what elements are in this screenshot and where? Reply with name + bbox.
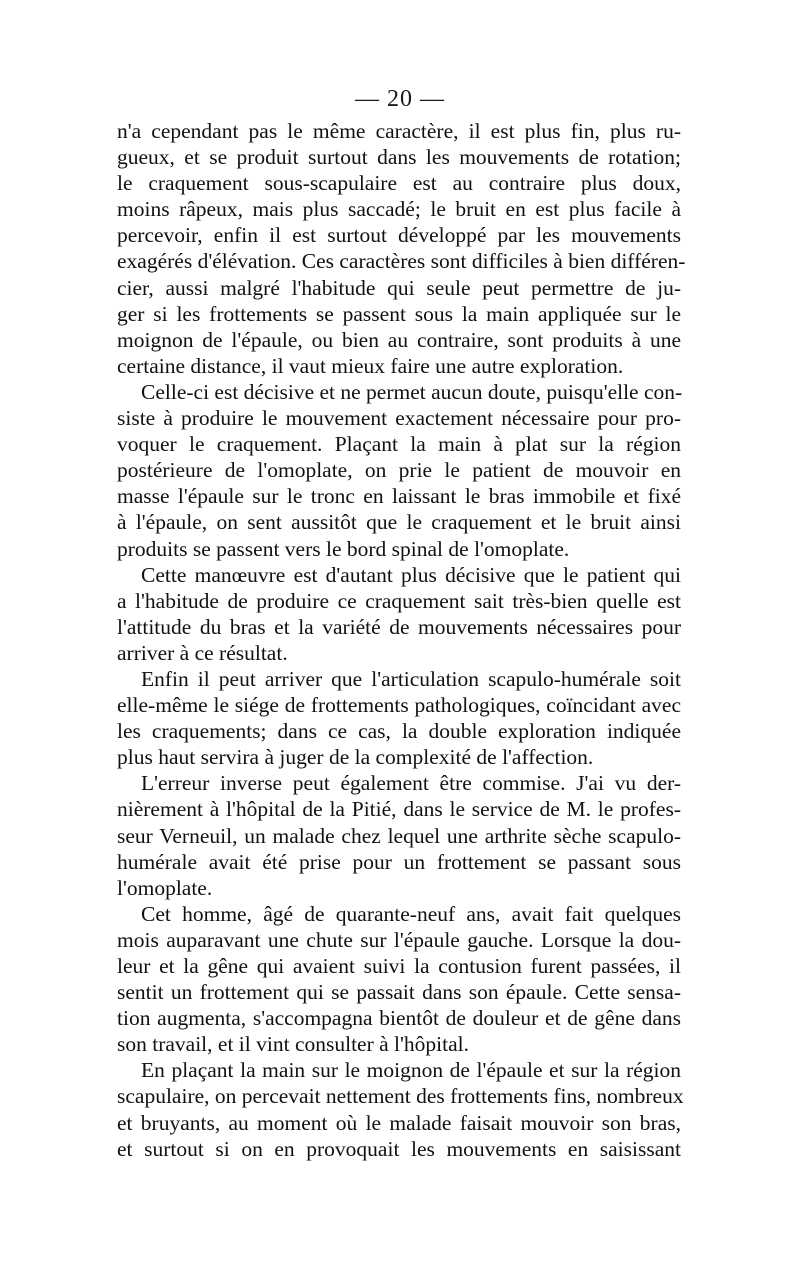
page-number: — 20 — bbox=[355, 86, 445, 112]
text-line: les craquements; dans ce cas, la double exploration indiquée bbox=[117, 719, 681, 744]
text-line: l'attitude du bras et la variété de mouvements nécessaires pour bbox=[117, 614, 681, 639]
text-line: seur Verneuil, un malade chez lequel une arthrite sèche scapulo- bbox=[117, 823, 681, 848]
text-line: produits se passent vers le bord spinal de l'omoplate. bbox=[117, 536, 570, 561]
text-line: arriver à ce résultat. bbox=[117, 640, 288, 665]
text-line: n'a cependant pas le même caractère, il est plus fin, plus ru- bbox=[117, 119, 681, 143]
text-line: siste à produire le mouvement exactement nécessaire pour pro- bbox=[117, 406, 681, 431]
text-line: leur et la gêne qui avaient suivi la contusion furent passées, il bbox=[117, 954, 681, 978]
text-line: certaine distance, il vaut mieux faire une autre exploration. bbox=[117, 353, 624, 378]
text-line: voquer le craquement. Plaçant la main à plat sur la région bbox=[117, 432, 681, 457]
text-line: Cette manœuvre est d'autant plus décisive que le patient qui bbox=[141, 562, 681, 587]
text-line: sentit un frottement qui se passait dans son épaule. Cette sensa- bbox=[117, 980, 681, 1005]
body-text bbox=[117, 118, 686, 1162]
text-line: moignon de l'épaule, ou bien au contraire, sont produits à une bbox=[117, 327, 681, 352]
text-line: plus haut servira à juger de la complexité de l'affection. bbox=[117, 745, 594, 770]
text-line: ger si les frottements se passent sous la main appliquée sur le bbox=[117, 301, 681, 326]
text-line: masse l'épaule sur le tronc en laissant le bras immobile et fixé bbox=[117, 484, 681, 509]
text-line: l'omoplate. bbox=[117, 875, 213, 900]
text-line: En plaçant la main sur le moignon de l'épaule et sur la région bbox=[141, 1058, 681, 1083]
text-line: le craquement sous-scapulaire est au contraire plus doux, bbox=[117, 171, 681, 196]
text-line: moins râpeux, mais plus saccadé; le bruit en est plus facile à bbox=[117, 197, 681, 222]
text-line: et surtout si on en provoquait les mouvements en saisissant bbox=[117, 1136, 681, 1161]
text-line: scapulaire, on percevait nettement des frottements fins, nombreux bbox=[117, 1084, 684, 1109]
text-line: humérale avait été prise pour un frottement se passant sous bbox=[117, 849, 681, 874]
text-line: mois auparavant une chute sur l'épaule gauche. Lorsque la dou- bbox=[117, 927, 681, 952]
text-line: a l'habitude de produire ce craquement sait très-bien quelle est bbox=[117, 588, 681, 613]
text-line: Celle-ci est décisive et ne permet aucun doute, puisqu'elle con- bbox=[141, 379, 683, 404]
text-line: Cet homme, âgé de quarante-neuf ans, avait fait quelques bbox=[141, 901, 681, 926]
text-line: percevoir, enfin il est surtout développé par les mouvements bbox=[117, 223, 681, 248]
text-line: nièrement à l'hôpital de la Pitié, dans le service de M. le profes- bbox=[117, 797, 681, 822]
text-line: cier, aussi malgré l'habitude qui seule peut permettre de ju- bbox=[117, 275, 681, 300]
text-line: L'erreur inverse peut également être commise. J'ai vu der- bbox=[141, 771, 681, 796]
text-line: Enfin il peut arriver que l'articulation scapulo-humérale soit bbox=[141, 666, 681, 691]
text-line: postérieure de l'omoplate, on prie le patient de mouvoir en bbox=[117, 458, 681, 483]
text-line: et bruyants, au moment où le malade faisait mouvoir son bras, bbox=[117, 1110, 681, 1135]
text-line: exagérés d'élévation. Ces caractères sont difficiles à bien différen- bbox=[117, 249, 686, 274]
text-line: tion augmenta, s'accompagna bientôt de douleur et de gêne dans bbox=[117, 1006, 681, 1031]
text-line: à l'épaule, on sent aussitôt que le craquement et le bruit ainsi bbox=[117, 510, 681, 535]
text-line: gueux, et se produit surtout dans les mouvements de rotation; bbox=[117, 145, 681, 170]
text-line: son travail, et il vint consulter à l'hôpital. bbox=[117, 1032, 469, 1057]
text-line: elle-même le siége de frottements pathologiques, coïncidant avec bbox=[117, 693, 681, 718]
